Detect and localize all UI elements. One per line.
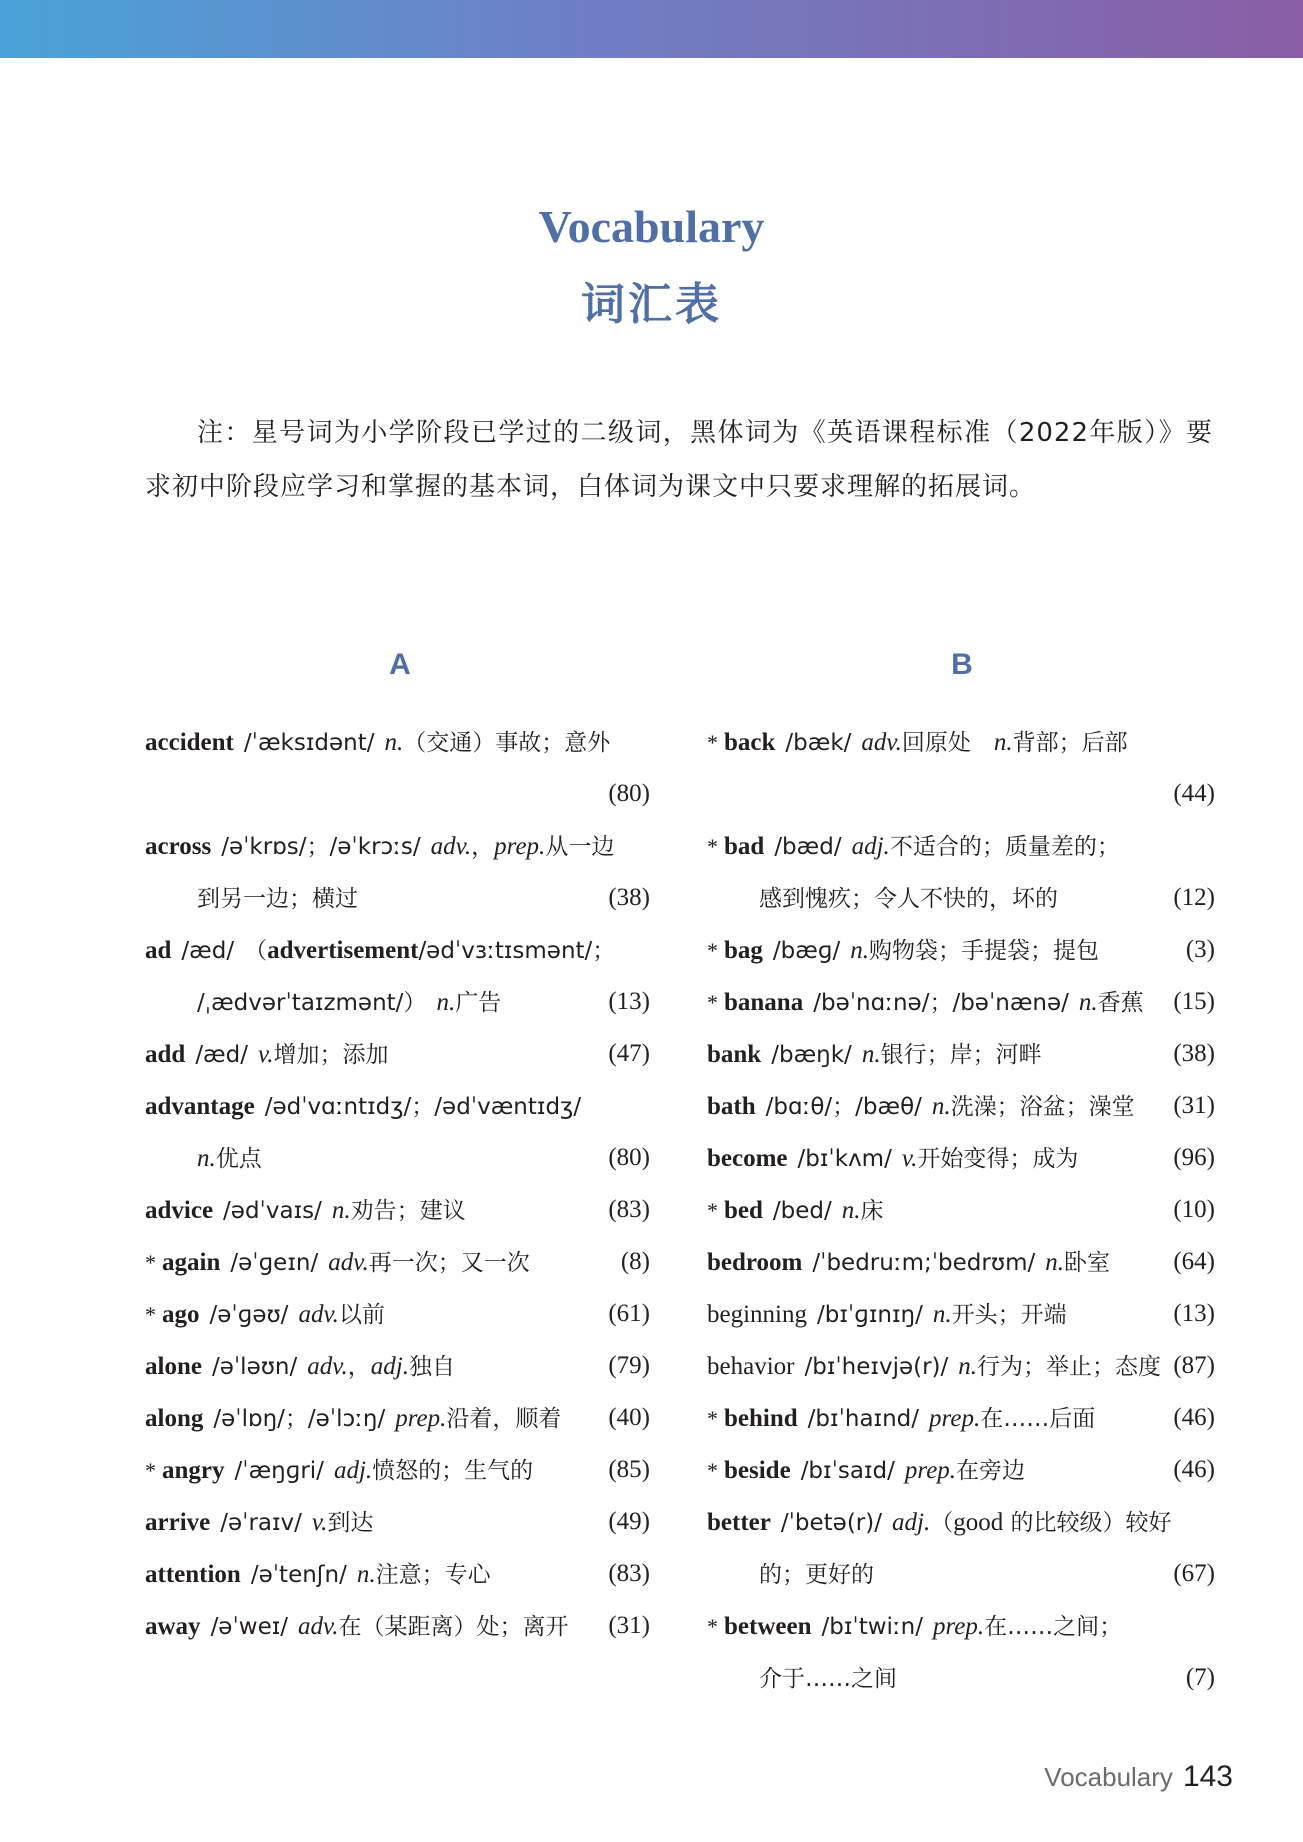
vocab-entry [145,1288,650,1340]
definition: （交通）事故；意外 [403,730,611,756]
vocab-entry [145,820,650,872]
vocab-entry [145,1080,650,1132]
part-of-speech: prep. [904,1457,957,1484]
page-title-zh: 词汇表 [581,279,722,330]
top-color-band [0,0,1303,58]
definition: 沿着，顺着 [446,1406,562,1432]
vocab-entry [707,1288,1215,1340]
part-of-speech: n. [1078,989,1098,1016]
vocab-entry [707,976,1215,1028]
vocab-entry [145,1496,650,1548]
headword: between [724,1613,812,1640]
vocab-entry [145,1444,650,1496]
headword: bank [707,1041,762,1068]
part-of-speech: prep. [929,1405,981,1432]
part-of-speech: adj. [370,1353,409,1380]
vocab-entry [707,1236,1215,1288]
definition: （ [244,938,268,964]
definition: 到另一边；横过 [197,886,358,912]
definition: 洗澡；浴盆；澡堂 [950,1094,1135,1120]
headword: behavior [707,1353,795,1380]
page-reference: (80) [608,780,650,807]
definition: 购物袋；手提袋；提包 [868,938,1099,964]
phonetic: /bɪˈtwiːn/ [821,1614,923,1640]
page-reference: (38) [1173,1040,1215,1067]
page-reference: (64) [1173,1248,1215,1275]
vocab-entry [707,1184,1215,1236]
part-of-speech: n. [931,1093,951,1120]
part-of-speech: prep. [933,1613,985,1640]
phonetic: /bəˈnɑːnə/；/bəˈnænə/ [813,990,1069,1016]
star-marker: * [707,1406,718,1431]
vocab-entry [145,1392,650,1444]
phonetic: /æd/ [181,938,235,964]
definition: 介于……之间 [759,1666,897,1692]
headword: alone [145,1353,202,1380]
phonetic: /bæk/ [785,730,852,756]
vocab-entry [145,1340,650,1392]
part-of-speech: n. [958,1353,978,1380]
vocab-entry [707,1080,1215,1132]
part-of-speech: v. [311,1509,328,1536]
definition: 独自 [408,1354,455,1380]
page-footer [1044,1760,1233,1794]
definition: 床 [860,1198,884,1224]
headword: behind [724,1405,798,1432]
headword: ago [162,1301,200,1328]
page-reference: (31) [1173,1092,1215,1119]
part-of-speech: adj. [851,833,890,860]
page-reference: (46) [1173,1456,1215,1483]
phonetic: /ədˈvaɪs/ [223,1198,322,1224]
star-marker: * [145,1250,156,1275]
headword: advice [145,1197,214,1224]
definition: 增加；添加 [273,1042,389,1068]
definition: 注意；专心 [375,1562,491,1588]
definition: 到达 [327,1510,374,1536]
definition: 回原处 [901,730,994,756]
definition: 开始变得；成为 [917,1146,1079,1172]
headword: back [724,729,776,756]
phonetic: /ˈæksɪdənt/ [243,730,375,756]
part-of-speech: n. [861,1041,881,1068]
page-reference: (47) [608,1040,650,1067]
page-reference: (8) [620,1248,650,1275]
phonetic: /ˈbedruːm;ˈbedrʊm/ [812,1250,1036,1276]
phonetic: /əˈkrɒs/；/əˈkrɔːs/ [221,834,421,860]
vocab-entry [145,1600,650,1652]
page-reference: (49) [608,1508,650,1535]
headword: advantage [145,1093,255,1120]
section-letter-a: A [389,648,411,681]
headword: beginning [707,1301,807,1328]
phonetic: /bɪˈhaɪnd/ [807,1406,920,1432]
phonetic: /əˈweɪ/ [210,1614,289,1640]
vocab-entry-continuation [145,768,650,820]
page-reference: (7) [1185,1664,1215,1691]
definition: 在……后面 [980,1406,1096,1432]
vocab-entry [707,1340,1215,1392]
definition: 在（某距离）处；离开 [338,1614,569,1640]
headword: add [145,1041,186,1068]
star-marker: * [707,1198,718,1223]
vocab-entry-continuation [707,768,1215,820]
definition: 的比较级）较好 [1003,1510,1172,1536]
vocab-column-a [145,716,650,1652]
page-number: 143 [1182,1760,1233,1793]
part-of-speech: n. [993,729,1013,756]
phonetic: /əˈɡəʊ/ [209,1302,289,1328]
part-of-speech: adv. [298,1613,339,1640]
definition: 的；更好的 [759,1562,874,1588]
star-marker: * [707,730,718,755]
vocab-entry [707,924,1215,976]
part-of-speech: adj. [892,1509,931,1536]
definition: 广告 [455,990,502,1016]
phonetic: /əˈɡeɪn/ [230,1250,319,1276]
star-marker: * [707,834,718,859]
headword: banana [724,989,804,1016]
entry-text: good [953,1509,1004,1536]
vocab-entry-continuation [707,872,1215,924]
phonetic: /əˈlɒŋ/；/əˈlɔːŋ/ [213,1406,386,1432]
part-of-speech: n. [850,937,869,964]
vocab-entry [707,1028,1215,1080]
vocab-entry-continuation [145,976,650,1028]
part-of-speech: n. [1045,1249,1064,1276]
definition: 背部；后部 [1012,730,1128,756]
page-reference: (31) [608,1612,650,1639]
footer-label: Vocabulary [1044,1762,1173,1792]
star-marker: * [145,1302,156,1327]
phonetic: /bæɡ/ [772,938,841,964]
page-reference: (61) [608,1300,650,1327]
vocab-entry [707,820,1215,872]
full-form: advertisement [267,937,419,964]
headword: arrive [145,1509,211,1536]
page-reference: (80) [608,1144,650,1171]
headword: better [707,1509,771,1536]
star-marker: * [707,938,718,963]
headword: accident [145,729,234,756]
star-marker: * [145,1458,156,1483]
headword: bed [724,1197,763,1224]
definition: 以前 [338,1302,385,1328]
part-of-speech: adv. [328,1249,369,1276]
star-marker: * [707,1458,718,1483]
part-of-speech: prep. [494,833,546,860]
vocab-entry [707,1496,1215,1548]
vocab-entry [707,1600,1215,1652]
headword: across [145,833,212,860]
part-of-speech: n. [932,1301,952,1328]
definition: 从一边 [545,834,615,860]
page-reference: (83) [608,1196,650,1223]
vocab-entry [707,716,1215,768]
page-reference: (13) [608,988,650,1015]
phonetic: /bæd/ [774,834,842,860]
definition: 优点 [215,1146,262,1172]
phonetic: /əˈtenʃn/ [250,1562,347,1588]
phonetic: /bɪˈheɪvjə(r)/ [804,1354,949,1380]
page-reference: (3) [1185,936,1215,963]
part-of-speech: n. [356,1561,376,1588]
phonetic: /bɪˈsaɪd/ [800,1458,895,1484]
vocab-column-b [707,716,1215,1704]
part-of-speech: adv. [430,833,472,860]
vocab-entry [145,1548,650,1600]
headword: along [145,1405,204,1432]
definition: 银行；岸；河畔 [880,1042,1042,1068]
definition: 在……之间； [984,1614,1123,1640]
phonetic: /bæŋk/ [771,1042,852,1068]
part-of-speech: adv. [298,1301,339,1328]
definition: （ [930,1510,954,1536]
headword: again [162,1249,221,1276]
headword: ad [145,937,172,964]
page-title-en: Vocabulary [538,201,765,252]
part-of-speech: n. [436,989,456,1016]
page-reference: (12) [1173,884,1215,911]
definition: 卧室 [1063,1250,1110,1276]
phonetic: /ˈæŋɡri/ [234,1458,324,1484]
definition: 香蕉 [1097,990,1144,1016]
definition: 行为；举止；态度 [977,1354,1162,1380]
definition: 愤怒的；生气的 [372,1458,534,1484]
definition: ， [471,834,495,860]
usage-note: 注：星号词为小学阶段已学过的二级词，黑体词为《英语课程标准（2022年版）》要求初中阶段应学习和掌握的基本词，白体词为课文中只要求理解的拓展词。 [145,418,1213,502]
vocab-entry [145,1236,650,1288]
definition: ， [347,1354,371,1380]
vocab-entry [145,924,650,976]
page-reference: (96) [1173,1144,1215,1171]
phonetic: /ədˈvɑːntɪdʒ/；/ədˈvæntɪdʒ/ [264,1094,582,1120]
part-of-speech: n. [197,1145,216,1172]
definition: 劝告；建议 [350,1198,466,1224]
headword: away [145,1613,201,1640]
phonetic: /æd/ [195,1042,248,1068]
page-reference: (44) [1173,780,1215,807]
headword: bad [724,833,765,860]
part-of-speech: n. [384,729,404,756]
phonetic: /ˈbetə(r)/ [780,1510,882,1536]
part-of-speech: n. [331,1197,351,1224]
vocab-entry-continuation [707,1548,1215,1600]
part-of-speech: v. [901,1145,918,1172]
headword: beside [724,1457,791,1484]
part-of-speech: n. [841,1197,861,1224]
definition: 感到愧疚；令人不快的，坏的 [759,886,1058,912]
part-of-speech: adv. [307,1353,348,1380]
headword: bag [724,937,763,964]
vocab-entry [707,1132,1215,1184]
phonetic: /bed/ [772,1198,832,1224]
vocab-entry [145,716,650,768]
phonetic: /ˌædvərˈtaɪzmənt/） [197,990,427,1016]
page-reference: (79) [608,1352,650,1379]
vocab-entry-continuation [145,1132,650,1184]
part-of-speech: v. [258,1041,274,1068]
vocab-entry [145,1028,650,1080]
headword: attention [145,1561,241,1588]
vocab-entry-continuation [707,1652,1215,1704]
page-reference: (40) [608,1404,650,1431]
section-letter-b: B [951,648,973,681]
part-of-speech: adj. [333,1457,373,1484]
part-of-speech: adv. [861,729,902,756]
phonetic: /ədˈvɜːtɪsmənt/； [418,938,616,964]
headword: bedroom [707,1249,803,1276]
vocab-entry [145,1184,650,1236]
phonetic: /bɑːθ/；/bæθ/ [765,1094,922,1120]
page-reference: (67) [1173,1560,1215,1587]
phonetic: /əˈraɪv/ [220,1510,302,1536]
vocab-entry [707,1392,1215,1444]
headword: bath [707,1093,756,1120]
page-reference: (15) [1173,988,1215,1015]
page-reference: (85) [608,1456,650,1483]
phonetic: /bɪˈkʌm/ [797,1146,892,1172]
star-marker: * [707,1614,718,1639]
page-reference: (83) [608,1560,650,1587]
page-reference: (38) [608,884,650,911]
page-reference: (46) [1173,1404,1215,1431]
headword: become [707,1145,788,1172]
vocab-entry-continuation [145,872,650,924]
definition: 再一次；又一次 [368,1250,530,1276]
part-of-speech: prep. [395,1405,447,1432]
page-reference: (10) [1173,1196,1215,1223]
definition: 不适合的；质量差的； [889,834,1120,860]
phonetic: /əˈləʊn/ [211,1354,298,1380]
headword: angry [162,1457,225,1484]
page-reference: (13) [1173,1300,1215,1327]
definition: 开头；开端 [951,1302,1067,1328]
definition: 在旁边 [956,1458,1026,1484]
page-reference: (87) [1173,1352,1215,1379]
vocab-entry [707,1444,1215,1496]
phonetic: /bɪˈɡɪnɪŋ/ [817,1302,923,1328]
star-marker: * [707,990,718,1015]
